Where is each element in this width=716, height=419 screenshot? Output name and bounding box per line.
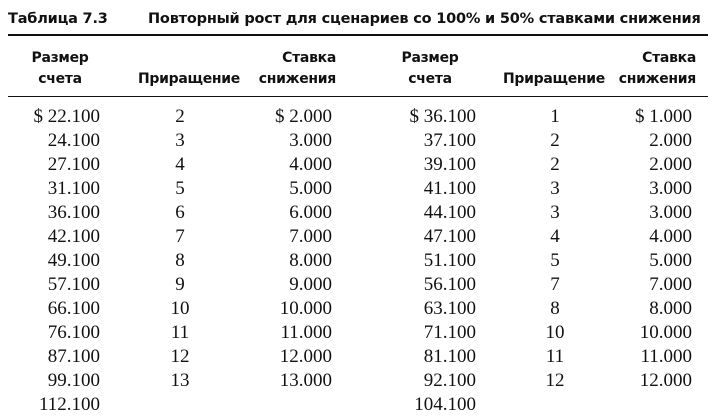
cell-account-size-left: 24.100	[47, 130, 100, 151]
cell-increment-right: 2	[550, 154, 560, 175]
cell-increment-right: 2	[550, 130, 560, 151]
cell-drawdown-rate-left: 5.000	[289, 178, 332, 199]
cell-drawdown-rate-right: $ 1.000	[635, 106, 692, 127]
cell-account-size-right: 47.100	[423, 226, 476, 247]
header-increment-right	[502, 69, 606, 90]
header-rate-line2: снижения	[258, 71, 336, 87]
cell-increment-right	[535, 393, 575, 417]
cell-drawdown-rate-left: $ 2.000	[275, 106, 332, 127]
cell-account-size-right: 71.100	[423, 322, 476, 343]
header-increment-label: Приращение	[138, 71, 240, 87]
cell-increment-right: 1	[550, 106, 560, 127]
cell-drawdown-rate-right: 4.000	[649, 226, 692, 247]
header-size-line1: Размер	[401, 50, 459, 66]
header-rate-left	[250, 48, 336, 90]
cell-increment-right: 4	[550, 226, 560, 247]
cell-drawdown-rate-left: 3.000	[289, 130, 332, 151]
cell-account-size-left: 66.100	[47, 298, 100, 319]
header-rate-line1: Ставка	[642, 50, 696, 66]
cell-drawdown-rate-left: 8.000	[289, 250, 332, 271]
cell-drawdown-rate-right: 8.000	[649, 298, 692, 319]
header-size-line1: Размер	[31, 50, 89, 66]
cell-account-size-right: 56.100	[423, 274, 476, 295]
cell-account-size-left: 76.100	[47, 322, 100, 343]
cell-increment-right: 11	[545, 346, 565, 367]
cell-increment-right: 7	[550, 274, 560, 295]
cell-drawdown-rate-left: 7.000	[289, 226, 332, 247]
cell-account-size-right: $ 36.100	[409, 106, 476, 127]
cell-drawdown-rate-left: 11.000	[280, 322, 332, 343]
cell-account-size-right: 104.100	[414, 394, 476, 415]
cell-account-size-right: 39.100	[423, 154, 476, 175]
cell-drawdown-rate-left	[256, 393, 332, 417]
cell-account-size-left: 99.100	[47, 370, 100, 391]
cell-increment-right: 8	[550, 298, 560, 319]
cell-increment-right: 3	[550, 202, 560, 223]
cell-drawdown-rate-right: 3.000	[649, 178, 692, 199]
cell-drawdown-rate-right: 7.000	[649, 274, 692, 295]
header-bottom-rule	[8, 96, 708, 97]
cell-drawdown-rate-left: 9.000	[289, 274, 332, 295]
cell-drawdown-rate-left: 12.000	[279, 346, 332, 367]
cell-account-size-right: 63.100	[423, 298, 476, 319]
cell-drawdown-rate-right: 2.000	[649, 154, 692, 175]
header-rate-line2: снижения	[618, 71, 696, 87]
header-rate-right	[610, 48, 696, 90]
table-caption	[8, 6, 708, 32]
header-increment-label: Приращение	[503, 71, 605, 87]
cell-account-size-left: 31.100	[47, 178, 100, 199]
cell-drawdown-rate-right: 10.000	[639, 322, 692, 343]
cell-account-size-right: 37.100	[423, 130, 476, 151]
header-size-left	[20, 48, 100, 90]
cell-account-size-right: 41.100	[423, 178, 476, 199]
header-size-line2: счета	[408, 71, 452, 87]
cell-drawdown-rate-right: 11.000	[640, 346, 692, 367]
cell-drawdown-rate-left: 4.000	[289, 154, 332, 175]
cell-increment-right: 10	[545, 322, 565, 343]
cell-account-size-right: 44.100	[423, 202, 476, 223]
header-increment-left	[137, 69, 241, 90]
cell-account-size-right: 51.100	[423, 250, 476, 271]
cell-increment-right: 5	[550, 250, 560, 271]
cell-increment-right: 3	[550, 178, 560, 199]
cell-account-size-left: 112.100	[38, 394, 100, 415]
table-number: Таблица 7.3	[8, 11, 108, 27]
cell-increment-left: 13	[170, 370, 190, 391]
cell-increment-left: 7	[175, 226, 185, 247]
cell-increment-left: 11	[170, 322, 190, 343]
cell-increment-left: 12	[170, 346, 190, 367]
header-rate-line1: Ставка	[282, 50, 336, 66]
cell-drawdown-rate-right: 5.000	[649, 250, 692, 271]
cell-increment-left: 2	[175, 106, 185, 127]
cell-account-size-right: 81.100	[423, 346, 476, 367]
cell-increment-left: 8	[175, 250, 185, 271]
cell-account-size-left: 57.100	[47, 274, 100, 295]
cell-increment-left: 5	[175, 178, 185, 199]
cell-increment-left: 6	[175, 202, 185, 223]
cell-drawdown-rate-right: 2.000	[649, 130, 692, 151]
header-size-line2: счета	[38, 71, 82, 87]
cell-drawdown-rate-right: 12.000	[639, 370, 692, 391]
cell-account-size-left: $ 22.100	[33, 106, 100, 127]
cell-increment-right: 12	[545, 370, 565, 391]
cell-account-size-left: 87.100	[47, 346, 100, 367]
cell-account-size-left: 42.100	[47, 226, 100, 247]
header-size-right	[390, 48, 470, 90]
cell-drawdown-rate-left: 6.000	[289, 202, 332, 223]
cell-increment-left	[160, 393, 200, 417]
cell-account-size-right: 92.100	[423, 370, 476, 391]
cell-drawdown-rate-left: 10.000	[279, 298, 332, 319]
cell-account-size-left: 49.100	[47, 250, 100, 271]
cell-account-size-left: 27.100	[47, 154, 100, 175]
cell-increment-left: 10	[170, 298, 190, 319]
cell-account-size-left: 36.100	[47, 202, 100, 223]
header-top-rule	[8, 34, 708, 36]
cell-drawdown-rate-right	[610, 393, 692, 417]
cell-increment-left: 9	[175, 274, 185, 295]
cell-increment-left: 3	[175, 130, 185, 151]
cell-drawdown-rate-right: 3.000	[649, 202, 692, 223]
table-title: Повторный рост для сценариев со 100% и 50% ставками снижения	[148, 11, 701, 27]
cell-increment-left: 4	[175, 154, 185, 175]
cell-drawdown-rate-left: 13.000	[279, 370, 332, 391]
